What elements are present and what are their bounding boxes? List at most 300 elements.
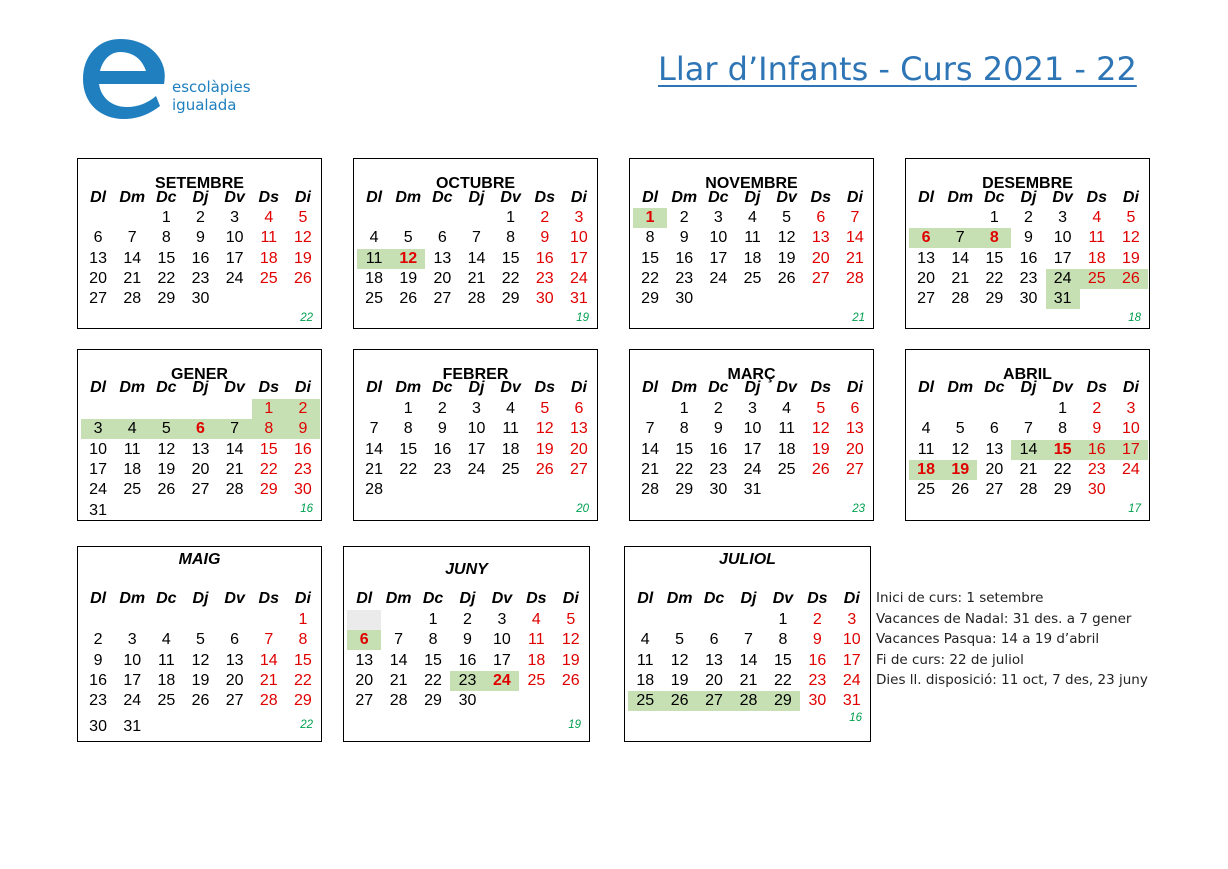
- calendar-month: [77, 158, 322, 329]
- day-cell: 4: [921, 420, 931, 438]
- day-cell: 25: [501, 460, 520, 478]
- weekday-label: Ds: [258, 379, 279, 396]
- day-cell: 15: [641, 249, 659, 267]
- weekday-label: Dj: [468, 379, 485, 396]
- day-cell: 27: [355, 692, 374, 710]
- weekday-header: [81, 379, 318, 399]
- day-cell: 21: [467, 269, 486, 287]
- day-cell: 30: [294, 481, 312, 499]
- day-cell: 18: [636, 671, 655, 689]
- day-cell: 11: [636, 651, 654, 669]
- day-cell: 28: [467, 290, 486, 308]
- day-cell: 29: [985, 290, 1004, 308]
- month-name: GENER: [171, 366, 228, 383]
- day-cell: 6: [574, 400, 584, 417]
- day-cell: 19: [811, 440, 830, 458]
- day-cell: 10: [225, 229, 244, 247]
- day-cell: 26: [399, 290, 418, 308]
- day-cell: 13: [811, 229, 830, 247]
- day-cell: 2: [286, 399, 320, 419]
- day-cell: 9: [1092, 420, 1102, 438]
- day-cell: 17: [709, 249, 728, 267]
- day-cell: 18: [1087, 249, 1106, 267]
- day-cell: 24: [485, 671, 519, 691]
- weekday-label: Dm: [671, 189, 698, 206]
- day-cell: 10: [1122, 420, 1140, 438]
- weekday-label: Ds: [1086, 379, 1107, 396]
- weekday-label: Ds: [258, 189, 279, 206]
- calendar-month: [353, 158, 598, 329]
- weekday-label: Dj: [1020, 379, 1037, 396]
- weekday-label: Dl: [642, 189, 659, 206]
- day-cell: 3: [847, 611, 857, 628]
- legend-item-christmas: Vacances de Nadal: 31 des. a 7 gener: [876, 610, 1132, 627]
- day-cell: 3: [81, 419, 115, 439]
- day-cell: 10: [709, 229, 728, 247]
- school-days-count: 16: [849, 712, 862, 724]
- logo-text-line2: igualada: [172, 96, 237, 114]
- day-cell: 9: [679, 229, 689, 247]
- day-cell: 1: [428, 611, 438, 628]
- day-cell: 8: [645, 229, 655, 247]
- weekday-label: Di: [846, 189, 863, 206]
- day-cell: 6: [816, 209, 826, 226]
- day-cell: 15: [985, 249, 1004, 267]
- day-cell: 16: [1080, 440, 1114, 460]
- day-cell: 29: [766, 691, 800, 711]
- day-cell: 9: [713, 420, 723, 438]
- legend-item-free-days: Dies ll. disposició: 11 oct, 7 des, 23 juny: [876, 672, 1148, 688]
- day-cell: 14: [123, 249, 142, 267]
- weekday-header: [81, 189, 318, 209]
- day-cell: 19: [1122, 249, 1140, 267]
- day-cell: 27: [225, 692, 244, 710]
- day-cell: 6: [230, 631, 240, 649]
- weekday-label: Dv: [500, 189, 521, 206]
- day-cell: 18: [157, 671, 176, 689]
- day-cell: 25: [157, 692, 176, 710]
- day-cell: 10: [570, 229, 588, 247]
- day-cell: 30: [535, 290, 554, 308]
- school-days-count: 17: [1128, 503, 1141, 515]
- weekday-label: Dj: [1020, 189, 1037, 206]
- weekday-label: Ds: [534, 189, 555, 206]
- legend-item-end: Fi de curs: 22 de juliol: [876, 651, 1024, 668]
- day-cell: 15: [157, 249, 176, 267]
- day-cell: 12: [811, 420, 830, 438]
- day-cell: 21: [846, 249, 864, 267]
- day-cell: 25: [123, 481, 142, 499]
- day-cell: 4: [640, 631, 650, 649]
- day-cell: 3: [497, 611, 507, 628]
- day-cell: 26: [951, 481, 970, 499]
- day-cell: 20: [985, 460, 1004, 478]
- day-cell: 1: [778, 611, 788, 628]
- day-cell: 15: [774, 651, 792, 669]
- day-cell: 6: [347, 630, 381, 650]
- weekday-label: Dc: [156, 379, 177, 396]
- day-cell: 2: [1024, 209, 1033, 226]
- day-cell: 17: [842, 651, 861, 669]
- day-cell: 29: [259, 481, 278, 499]
- weekday-label: Ds: [807, 590, 828, 607]
- day-cell: 26: [191, 692, 210, 710]
- day-cell: 8: [252, 419, 286, 439]
- day-cell: 6: [709, 631, 719, 649]
- day-cell: 15: [1046, 440, 1080, 460]
- day-cell: 19: [535, 440, 554, 458]
- day-cell: 7: [127, 229, 137, 247]
- day-cell: 3: [748, 400, 757, 417]
- school-days-count: 16: [300, 503, 313, 515]
- day-cell: 16: [535, 249, 554, 267]
- day-cell: 15: [259, 440, 278, 458]
- day-cell: 22: [1053, 460, 1072, 478]
- weekday-label: Dc: [708, 379, 729, 396]
- weekday-label: Di: [570, 189, 587, 206]
- day-cell: 8: [298, 631, 308, 649]
- day-cell: 29: [424, 692, 442, 710]
- weekday-header: [909, 379, 1146, 399]
- day-cell: 17: [225, 249, 244, 267]
- day-cell: 5: [196, 631, 205, 649]
- day-cell: 5: [298, 209, 308, 226]
- day-cell: 18: [123, 460, 142, 478]
- weekday-label: Di: [846, 379, 863, 396]
- day-cell: 31: [89, 501, 107, 519]
- day-cell: 23: [450, 671, 484, 691]
- day-cell: 2: [437, 400, 447, 417]
- day-cell: 23: [535, 269, 554, 287]
- day-cell: 23: [191, 269, 210, 287]
- day-cell: 28: [731, 691, 765, 711]
- day-cell: 27: [846, 460, 864, 478]
- weekday-label: Dm: [119, 590, 146, 607]
- day-cell: 4: [264, 209, 274, 226]
- day-cell: 7: [744, 631, 753, 649]
- day-cell: 8: [977, 228, 1011, 248]
- day-cell: 15: [424, 651, 442, 669]
- weekday-label: Dv: [491, 590, 513, 607]
- calendar-month: [905, 158, 1150, 329]
- weekday-label: Dj: [192, 590, 209, 607]
- day-cell: 9: [196, 229, 205, 247]
- day-cell: 14: [389, 651, 408, 669]
- day-cell: 13: [191, 440, 210, 458]
- day-cell: 14: [259, 651, 278, 669]
- day-cell: 11: [123, 440, 141, 458]
- day-cell: 28: [123, 290, 142, 308]
- day-cell: 4: [115, 419, 149, 439]
- calendar-month: [353, 349, 598, 521]
- day-cell: 19: [670, 671, 689, 689]
- day-cell: 28: [389, 692, 408, 710]
- weekday-label: Dv: [776, 379, 797, 396]
- day-cell: 19: [777, 249, 796, 267]
- weekday-label: Dv: [772, 590, 794, 607]
- weekday-label: Dm: [395, 189, 422, 206]
- day-cell: 25: [743, 269, 762, 287]
- day-cell: 14: [951, 249, 970, 267]
- day-cell: 12: [191, 651, 210, 669]
- day-cell: 1: [298, 611, 308, 628]
- day-cell: 26: [535, 460, 554, 478]
- weekday-label: Dm: [119, 189, 146, 206]
- day-cell: 27: [985, 481, 1004, 499]
- weekday-label: Di: [1122, 189, 1139, 206]
- day-cell: 18: [365, 269, 383, 287]
- month-name: MAIG: [178, 551, 221, 568]
- day-cell: 24: [842, 671, 861, 689]
- day-cell: 31: [570, 290, 588, 308]
- day-cell: 20: [917, 269, 935, 287]
- day-cell: 28: [225, 481, 244, 499]
- day-cell: 3: [1126, 400, 1136, 417]
- day-cell: 18: [501, 440, 520, 458]
- day-cell: 12: [535, 420, 554, 438]
- day-cell: 30: [458, 692, 477, 710]
- day-cell: 21: [1019, 460, 1038, 478]
- day-cell: 24: [709, 269, 728, 287]
- day-cell: 17: [467, 440, 486, 458]
- month-name: FEBRER: [442, 366, 509, 383]
- weekday-label: Dv: [1052, 379, 1073, 396]
- weekday-header: [633, 189, 870, 209]
- day-cell: 1: [161, 209, 171, 226]
- day-cell: 22: [294, 671, 312, 689]
- day-cell: 29: [1053, 481, 1072, 499]
- weekday-label: Dc: [984, 379, 1005, 396]
- day-cell: 13: [225, 651, 244, 669]
- day-cell: 2: [1092, 400, 1102, 417]
- day-cell: 5: [1126, 209, 1136, 226]
- day-cell: 12: [777, 229, 796, 247]
- day-cell: 5: [403, 229, 413, 247]
- day-cell: 27: [811, 269, 830, 287]
- day-cell: 1: [403, 400, 413, 417]
- weekday-label: Dv: [500, 379, 521, 396]
- day-cell: 24: [743, 460, 762, 478]
- day-cell: 20: [225, 671, 244, 689]
- weekday-header: [357, 189, 594, 209]
- day-cell: 6: [183, 419, 217, 439]
- day-cell: 16: [808, 651, 827, 669]
- weekday-label: Dm: [947, 189, 974, 206]
- day-cell: 11: [1088, 229, 1106, 247]
- day-cell: 30: [808, 692, 827, 710]
- day-cell: 9: [812, 631, 822, 649]
- day-cell: 7: [850, 209, 860, 226]
- day-cell: 29: [675, 481, 694, 499]
- weekday-label: Dc: [708, 189, 729, 206]
- day-cell: 4: [161, 631, 171, 649]
- day-cell: 3: [230, 209, 240, 226]
- day-cell: 23: [1087, 460, 1106, 478]
- month-name: NOVEMBRE: [705, 175, 798, 192]
- day-cell: 10: [743, 420, 762, 438]
- day-cell: 9: [1024, 229, 1033, 247]
- day-cell: 12: [391, 249, 425, 269]
- weekday-label: Dm: [119, 379, 146, 396]
- day-cell: 8: [1058, 420, 1068, 438]
- day-cell: 15: [675, 440, 694, 458]
- weekday-label: Dc: [422, 590, 444, 607]
- day-cell: 23: [1019, 269, 1038, 287]
- day-cell: 21: [951, 269, 970, 287]
- day-cell: 10: [1053, 229, 1072, 247]
- weekday-label: Di: [294, 189, 311, 206]
- day-cell: 8: [506, 229, 516, 247]
- day-cell: 23: [675, 269, 694, 287]
- day-cell: 6: [989, 420, 999, 438]
- day-cell: 24: [1046, 269, 1080, 289]
- weekday-label: Dv: [224, 590, 245, 607]
- day-cell: 12: [1122, 229, 1140, 247]
- day-cell: 11: [744, 229, 761, 247]
- school-days-count: 21: [852, 312, 865, 324]
- day-cell: 16: [89, 671, 107, 689]
- month-name: OCTUBRE: [435, 175, 516, 192]
- calendar-month: [624, 546, 871, 742]
- day-cell: 10: [842, 631, 861, 649]
- day-cell: 30: [191, 290, 210, 308]
- day-cell: 17: [570, 249, 588, 267]
- day-cell: 22: [774, 671, 792, 689]
- school-days-count: 22: [300, 312, 313, 324]
- weekday-label: Di: [562, 590, 579, 607]
- day-cell: 22: [985, 269, 1004, 287]
- day-cell: 30: [89, 717, 107, 735]
- day-cell: 1: [679, 400, 689, 417]
- day-cell: 21: [123, 269, 142, 287]
- calendar-month: [629, 158, 874, 329]
- day-cell: 4: [1092, 209, 1102, 226]
- day-cell: 19: [943, 460, 977, 480]
- day-cell: 19: [191, 671, 210, 689]
- day-cell: 28: [951, 290, 970, 308]
- weekday-label: Dl: [642, 379, 659, 396]
- day-cell: 5: [540, 400, 550, 417]
- day-cell: 2: [679, 209, 689, 226]
- weekday-label: Ds: [526, 590, 547, 607]
- day-cell: 20: [433, 269, 452, 287]
- weekday-label: Dc: [156, 590, 177, 607]
- day-cell: 23: [89, 692, 107, 710]
- weekday-label: Ds: [810, 189, 831, 206]
- day-cell: 28: [365, 481, 383, 499]
- day-cell: 26: [811, 460, 830, 478]
- weekday-label: Dj: [468, 189, 485, 206]
- school-days-count: 18: [1128, 312, 1141, 324]
- day-cell: 8: [679, 420, 689, 438]
- weekday-header: [628, 590, 867, 610]
- weekday-label: Dl: [366, 189, 383, 206]
- day-cell: 18: [527, 651, 546, 669]
- day-cell: 22: [675, 460, 694, 478]
- month-name: DESEMBRE: [982, 175, 1073, 192]
- day-cell: 7: [369, 420, 379, 438]
- weekday-label: Dc: [156, 189, 177, 206]
- weekday-label: Dm: [666, 590, 693, 607]
- day-cell: 6: [909, 228, 943, 248]
- day-cell: 2: [196, 209, 205, 226]
- day-cell: 20: [846, 440, 864, 458]
- weekday-label: Dm: [385, 590, 412, 607]
- day-cell: 19: [561, 651, 580, 669]
- day-cell: 22: [399, 460, 418, 478]
- day-cell: 7: [1024, 420, 1033, 438]
- day-cell: 7: [645, 420, 655, 438]
- day-cell: 25: [917, 481, 935, 499]
- day-cell: 9: [93, 651, 103, 669]
- day-cell: 16: [191, 249, 210, 267]
- day-cell: 21: [365, 460, 383, 478]
- day-cell: 20: [811, 249, 830, 267]
- day-cell: 30: [1019, 290, 1038, 308]
- day-cell: 8: [778, 631, 788, 649]
- day-cell: 16: [675, 249, 694, 267]
- weekday-label: Dm: [395, 379, 422, 396]
- weekday-label: Dl: [366, 379, 383, 396]
- day-cell: 19: [294, 249, 312, 267]
- weekday-label: Dj: [740, 590, 757, 607]
- day-cell: 2: [713, 400, 723, 417]
- day-cell: 29: [157, 290, 176, 308]
- weekday-label: Dj: [192, 189, 209, 206]
- day-cell: 18: [909, 460, 943, 480]
- day-cell: 29: [501, 290, 520, 308]
- day-cell: 11: [158, 651, 175, 669]
- day-cell: 15: [399, 440, 418, 458]
- day-cell: 12: [294, 229, 312, 247]
- day-cell: 13: [985, 440, 1004, 458]
- day-cell: 5: [149, 419, 183, 439]
- weekday-label: Dl: [918, 379, 935, 396]
- day-cell: 11: [357, 249, 391, 269]
- weekday-label: Dl: [90, 590, 107, 607]
- day-cell: 31: [743, 481, 762, 499]
- day-cell: 12: [951, 440, 970, 458]
- day-cell: 24: [467, 460, 486, 478]
- day-cell: 6: [93, 229, 103, 247]
- school-days-count: 19: [568, 719, 581, 731]
- weekday-label: Dv: [776, 189, 797, 206]
- day-cell: 1: [252, 399, 286, 419]
- day-cell: 19: [157, 460, 176, 478]
- empty-cell: [347, 610, 381, 630]
- day-cell: 28: [641, 481, 659, 499]
- day-cell: 7: [218, 419, 252, 439]
- day-cell: 8: [428, 631, 438, 649]
- weekday-label: Dm: [671, 379, 698, 396]
- month-name: ABRIL: [1003, 366, 1052, 383]
- weekday-label: Dl: [918, 189, 935, 206]
- day-cell: 27: [570, 460, 588, 478]
- day-cell: 16: [458, 651, 477, 669]
- day-cell: 1: [989, 209, 999, 226]
- month-name: MARÇ: [727, 366, 776, 383]
- day-cell: 8: [161, 229, 171, 247]
- day-cell: 22: [501, 269, 520, 287]
- day-cell: 17: [743, 440, 762, 458]
- weekday-label: Dv: [224, 189, 245, 206]
- day-cell: 25: [527, 671, 546, 689]
- weekday-label: Di: [294, 590, 311, 607]
- weekday-header: [909, 189, 1146, 209]
- calendar-month: [77, 349, 322, 521]
- day-cell: 5: [816, 400, 826, 417]
- weekday-label: Dv: [224, 379, 245, 396]
